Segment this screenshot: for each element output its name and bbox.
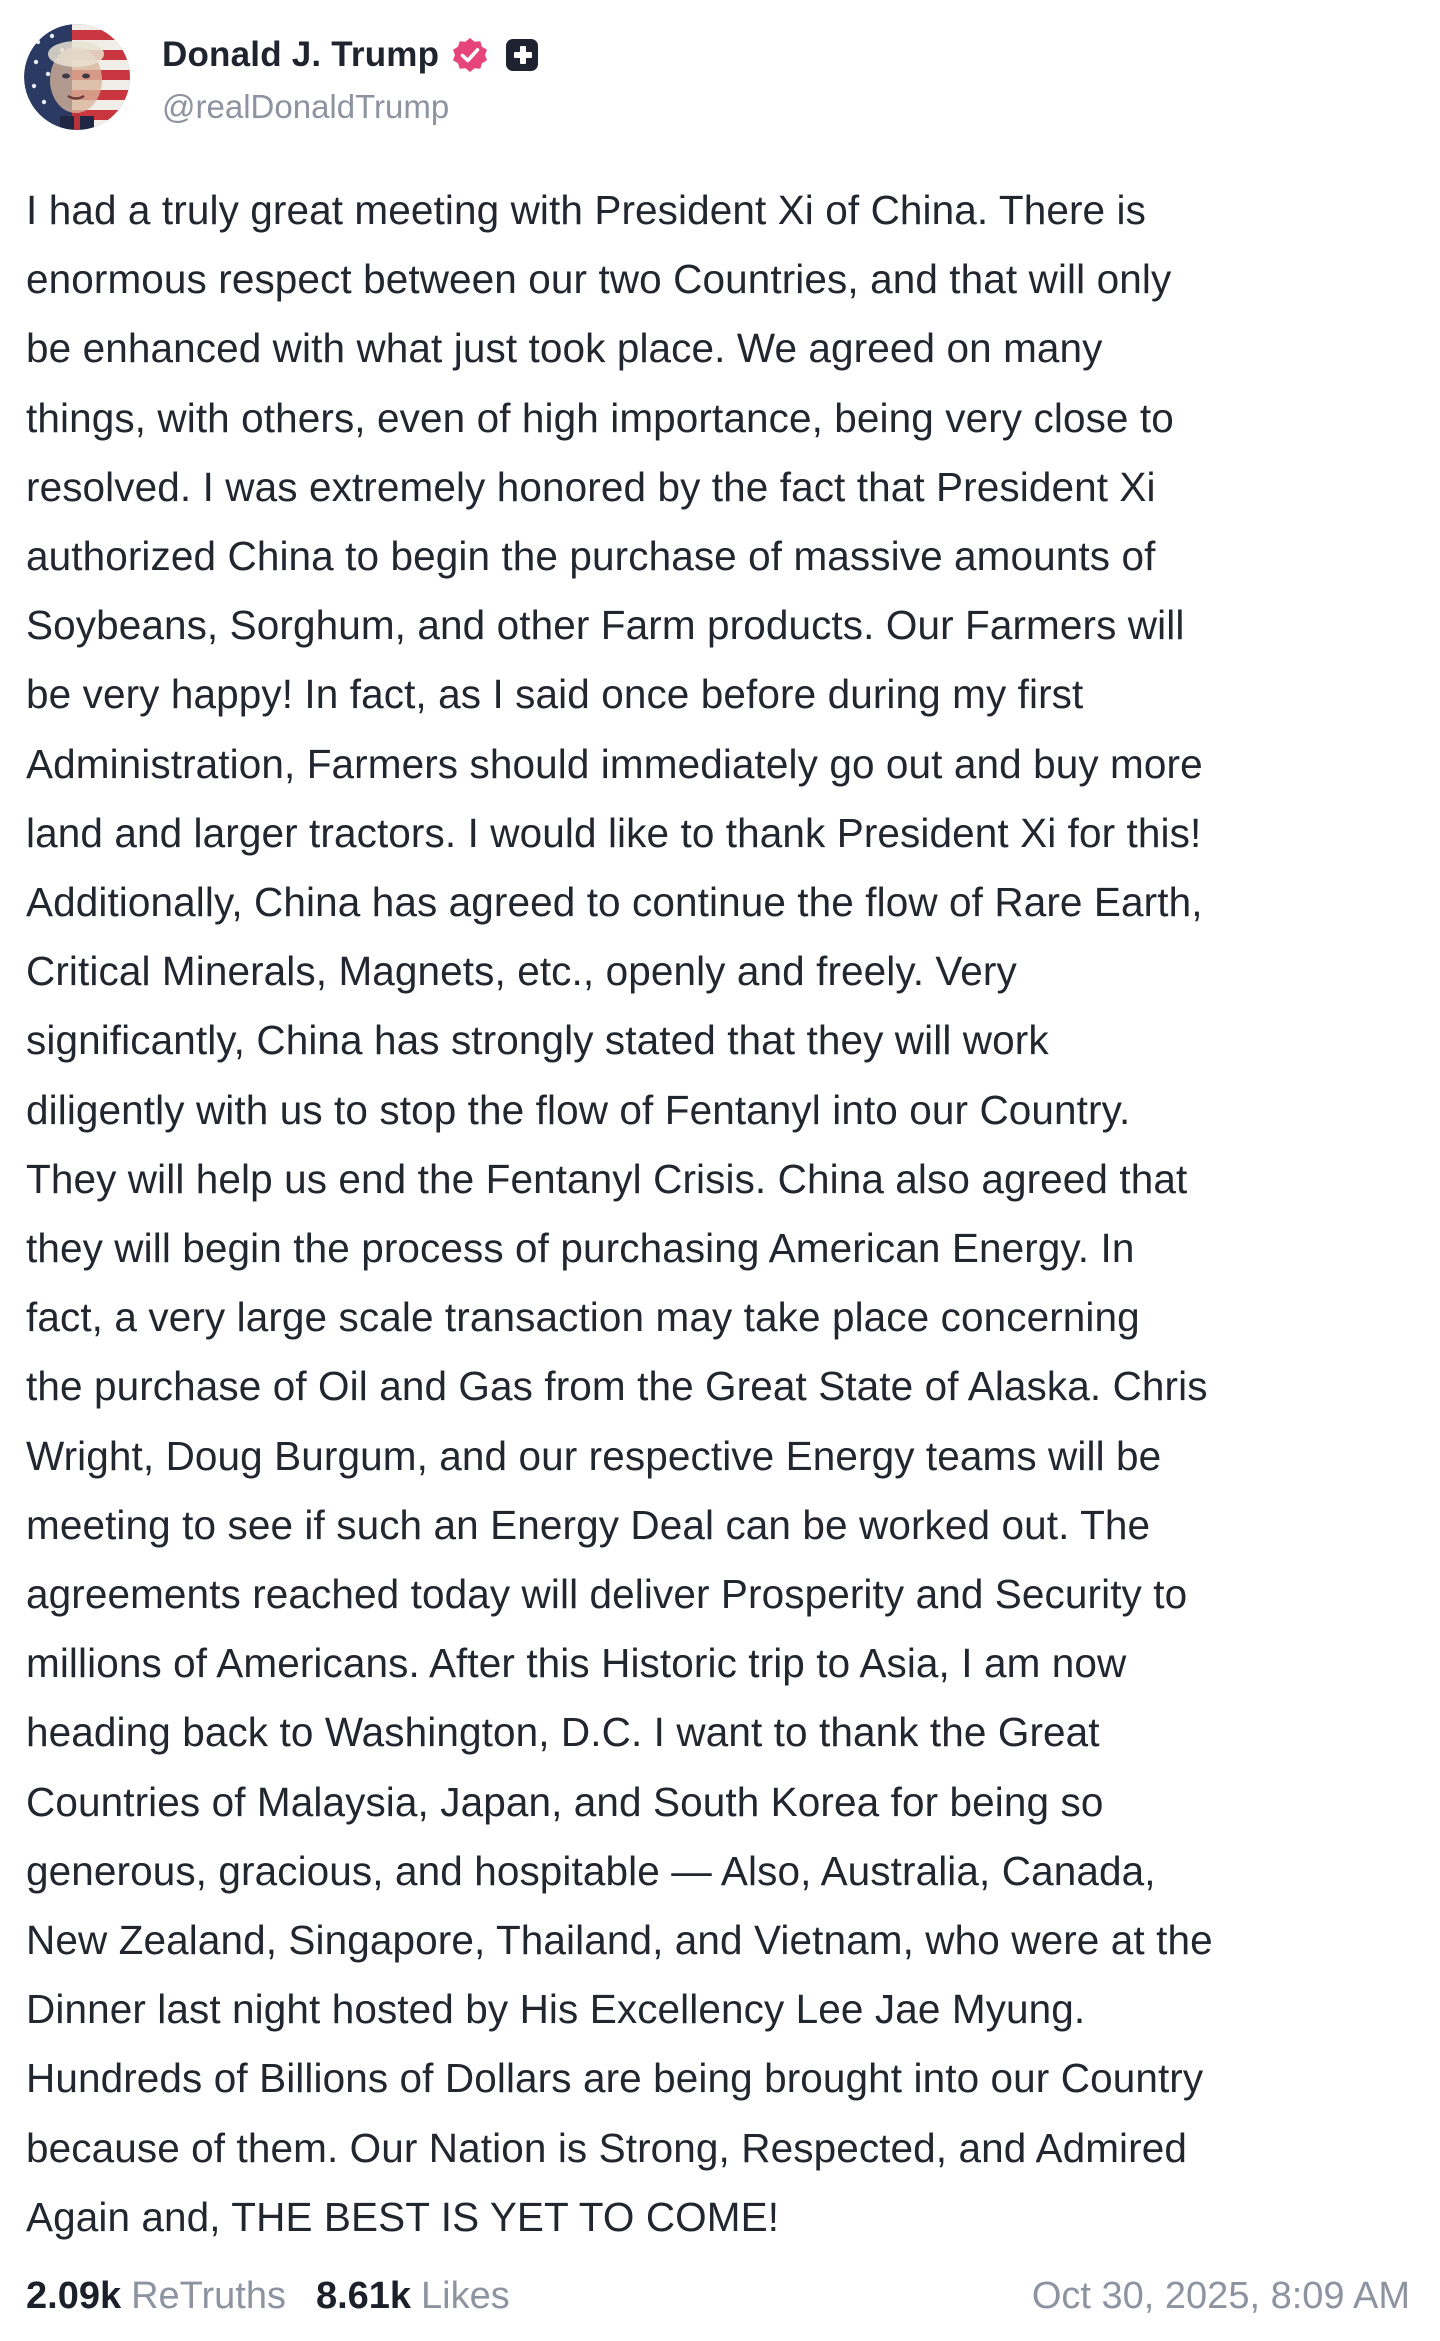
likes-count: 8.61k: [315, 2274, 412, 2317]
name-row: [162, 28, 539, 82]
plus-badge-icon: [505, 38, 539, 72]
retruths-label: ReTruths: [131, 2274, 286, 2317]
likes-label: Likes: [421, 2274, 510, 2317]
retruths-stat[interactable]: [26, 2275, 286, 2318]
post-stats: [26, 2268, 1410, 2324]
author-identity: [162, 28, 539, 126]
author-handle[interactable]: @realDonaldTrump: [162, 88, 450, 125]
author-display-name[interactable]: Donald J. Trump: [162, 35, 440, 74]
retruths-count: 2.09k: [26, 2274, 122, 2317]
post-timestamp[interactable]: Oct 30, 2025, 8:09 AM: [1031, 2274, 1410, 2317]
avatar[interactable]: [24, 24, 130, 130]
post-header: [24, 22, 539, 132]
likes-stat[interactable]: [316, 2275, 510, 2318]
post-text: I had a truly great meeting with President Xi of China. There is enormous respect between our two Countries, and that will only be enhanced with what just took place. We agreed on many things, with others, even of high importance, being very close to resolved. I was extremely honored by the fact that President Xi authorized China to begin the purchase of massive amounts of Soybeans, Sorghum, and other Farm products. Our Farmers will be very happy! In fact, as I said once before during my first Administration, Farmers should immediately go out and buy more land and larger tractors. I would like to thank President Xi for this! Additionally, China has agreed to continue the flow of Rare Earth, Critical Minerals, Magnets, etc., openly and freely. Very significantly, China has strongly stated that they will work diligently with us to stop the flow of Fentanyl into our Country. They will help us end the Fentanyl Crisis. China also agreed that they will begin the process of purchasing American Energy. In fact, a very large scale transaction may take place concerning the purchase of Oil and Gas from the Great State of Alaska. Chris Wright, Doug Burgum, and our respective Energy teams will be meeting to see if such an Energy Deal can be worked out. The agreements reached today will deliver Prosperity and Security to millions of Americans. After this Historic trip to Asia, I am now heading back to Washington, D.C. I want to thank the Great Countries of Malaysia, Japan, and South Korea for being so generous, gracious, and hospitable — Also, Australia, Canada, New Zealand, Singapore, Thailand, and Vietnam, who were at the Dinner last night hosted by His Excellency Lee Jae Myung. Hundreds of Billions of Dollars are being brought into our Country because of them. Our Nation is Strong, Respected, and Admired Again and, THE BEST IS YET TO COME!: [26, 187, 1213, 2240]
verified-check-icon: [451, 36, 489, 74]
